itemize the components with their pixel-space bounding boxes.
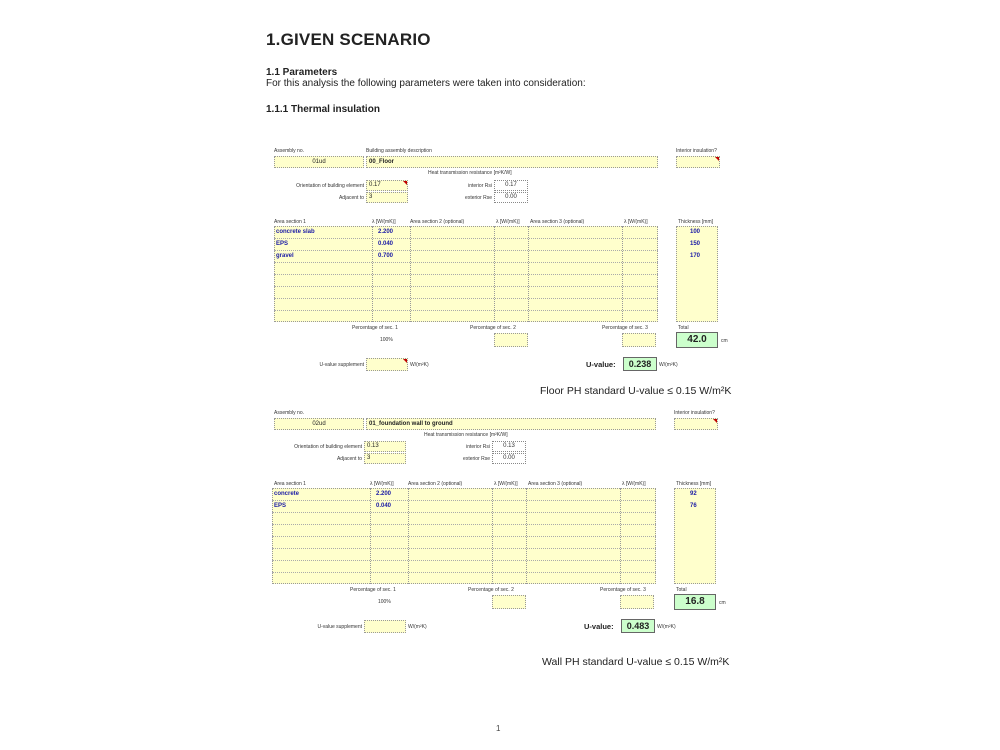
pct-sec-3-label: Percentage of sec. 3	[602, 325, 648, 331]
assembly-description[interactable]: 01_foundation wall to ground	[366, 418, 656, 430]
u-value-supplement-label: U-value supplement	[317, 624, 362, 630]
layer-lambda: 2.200	[376, 491, 392, 497]
rsi-label: interior Rsi	[468, 183, 492, 189]
u-unit-label: W/(m²K)	[410, 362, 429, 368]
pct-sec-2-label: Percentage of sec. 2	[468, 587, 514, 593]
assembly-no-label: Assembly no.	[274, 148, 305, 154]
intro-text: For this analysis the following parameters were taken into consideration:	[266, 78, 586, 89]
area-section-1-label: Area section 1	[274, 481, 306, 487]
lambda-label-2: λ [W/(mK)]	[494, 481, 518, 487]
rse-value: 0.00	[492, 453, 526, 464]
cm-unit: cm	[719, 600, 726, 606]
pct-sec-3-label: Percentage of sec. 3	[600, 587, 646, 593]
assembly-number[interactable]: 01ud	[274, 156, 364, 168]
pct-sec-3-field[interactable]	[620, 595, 654, 609]
lambda-label-3: λ [W/(mK)]	[624, 219, 648, 225]
layer-name: gravel	[276, 253, 294, 259]
u-value-result: 0.483	[621, 619, 655, 633]
page-number: 1	[496, 724, 501, 733]
layer-name: concrete	[274, 491, 300, 497]
adjacent-label: Adjacent to	[338, 195, 364, 201]
layer-lambda: 0.040	[376, 503, 392, 509]
u-result-unit: W/(m²K)	[659, 362, 678, 368]
layer-lambda: 2.200	[378, 229, 394, 235]
thickness-label: Thickness [mm]	[676, 481, 712, 487]
rsi-label: interior Rsi	[466, 444, 490, 450]
orientation-field[interactable]: 0.17	[366, 180, 408, 191]
interior-insulation-field[interactable]	[676, 156, 720, 168]
adjacent-field[interactable]: 3	[366, 192, 408, 203]
layer-thickness: 170	[690, 253, 701, 259]
cm-unit: cm	[721, 338, 728, 344]
interior-insulation-label: Interior insulation?	[676, 148, 717, 154]
rse-label: exterior Rse	[465, 195, 492, 201]
rsi-value: 0.13	[492, 441, 526, 452]
pct-sec-2-field[interactable]	[492, 595, 526, 609]
interior-insulation-label: Interior insulation?	[674, 410, 715, 416]
u-value-label: U-value:	[586, 360, 616, 369]
lambda-label-2: λ [W/(mK)]	[496, 219, 520, 225]
lambda-label-1: λ [W/(mK)]	[372, 219, 396, 225]
layer-name: EPS	[274, 503, 287, 509]
description-label: Building assembly description	[366, 148, 432, 154]
pct-sec-2-field[interactable]	[494, 333, 528, 347]
layer-lambda: 0.700	[378, 253, 394, 259]
page-title: 1.GIVEN SCENARIO	[266, 30, 431, 49]
total-label: Total	[678, 325, 689, 331]
wall-standard-note: Wall PH standard U-value ≤ 0.15 W/m²K	[542, 656, 730, 668]
floor-standard-note: Floor PH standard U-value ≤ 0.15 W/m²K	[540, 385, 732, 397]
adjacent-field[interactable]: 3	[364, 453, 406, 464]
layer-thickness: 100	[690, 229, 701, 235]
orientation-label: Orientation of building element	[296, 183, 364, 189]
orientation-field[interactable]: 0.13	[364, 441, 406, 452]
thickness-label: Thickness [mm]	[678, 219, 714, 225]
layer-thickness: 150	[690, 241, 701, 247]
area-section-3-label: Area section 3 (optional)	[530, 219, 585, 225]
rse-value: 0.00	[494, 192, 528, 203]
section-heading: 1.1 Parameters	[266, 67, 338, 78]
layer-name: EPS	[276, 241, 289, 247]
lambda-label-1: λ [W/(mK)]	[370, 481, 394, 487]
layer-thickness: 76	[690, 503, 697, 509]
pct-sec-1-value: 100%	[380, 337, 393, 343]
interior-insulation-field[interactable]	[674, 418, 718, 430]
heat-resistance-label: Heat transmission resistance [m²K/W]	[424, 432, 508, 438]
layer-lambda: 0.040	[378, 241, 394, 247]
heat-resistance-label: Heat transmission resistance [m²K/W]	[428, 170, 512, 176]
area-section-2-label: Area section 2 (optional)	[408, 481, 463, 487]
lambda-label-3: λ [W/(mK)]	[622, 481, 646, 487]
total-thickness: 42.0	[676, 332, 718, 348]
total-thickness: 16.8	[674, 594, 716, 610]
u-value-supplement-field[interactable]	[364, 620, 406, 633]
pct-sec-1-value: 100%	[378, 599, 391, 605]
subsection-heading: 1.1.1 Thermal insulation	[266, 104, 380, 115]
area-section-2-label: Area section 2 (optional)	[410, 219, 465, 225]
rsi-value: 0.17	[494, 180, 528, 191]
u-unit-label: W/(m²K)	[408, 624, 427, 630]
u-value-supplement-label: U-value supplement	[319, 362, 364, 368]
pct-sec-2-label: Percentage of sec. 2	[470, 325, 516, 331]
u-value-result: 0.238	[623, 357, 657, 371]
assembly-description[interactable]: 00_Floor	[366, 156, 658, 168]
area-section-1-label: Area section 1	[274, 219, 306, 225]
total-label: Total	[676, 587, 687, 593]
u-result-unit: W/(m²K)	[657, 624, 676, 630]
rse-label: exterior Rse	[463, 456, 490, 462]
layer-thickness: 92	[690, 491, 697, 497]
u-value-supplement-field[interactable]	[366, 358, 408, 371]
assembly-number[interactable]: 02ud	[274, 418, 364, 430]
pct-sec-1-label: Percentage of sec. 1	[350, 587, 396, 593]
u-value-label: U-value:	[584, 622, 614, 631]
pct-sec-3-field[interactable]	[622, 333, 656, 347]
area-section-3-label: Area section 3 (optional)	[528, 481, 583, 487]
orientation-label: Orientation of building element	[294, 444, 362, 450]
layer-name: concrete slab	[276, 229, 315, 235]
adjacent-label: Adjacent to	[336, 456, 362, 462]
pct-sec-1-label: Percentage of sec. 1	[352, 325, 398, 331]
assembly-no-label: Assembly no.	[274, 410, 305, 416]
